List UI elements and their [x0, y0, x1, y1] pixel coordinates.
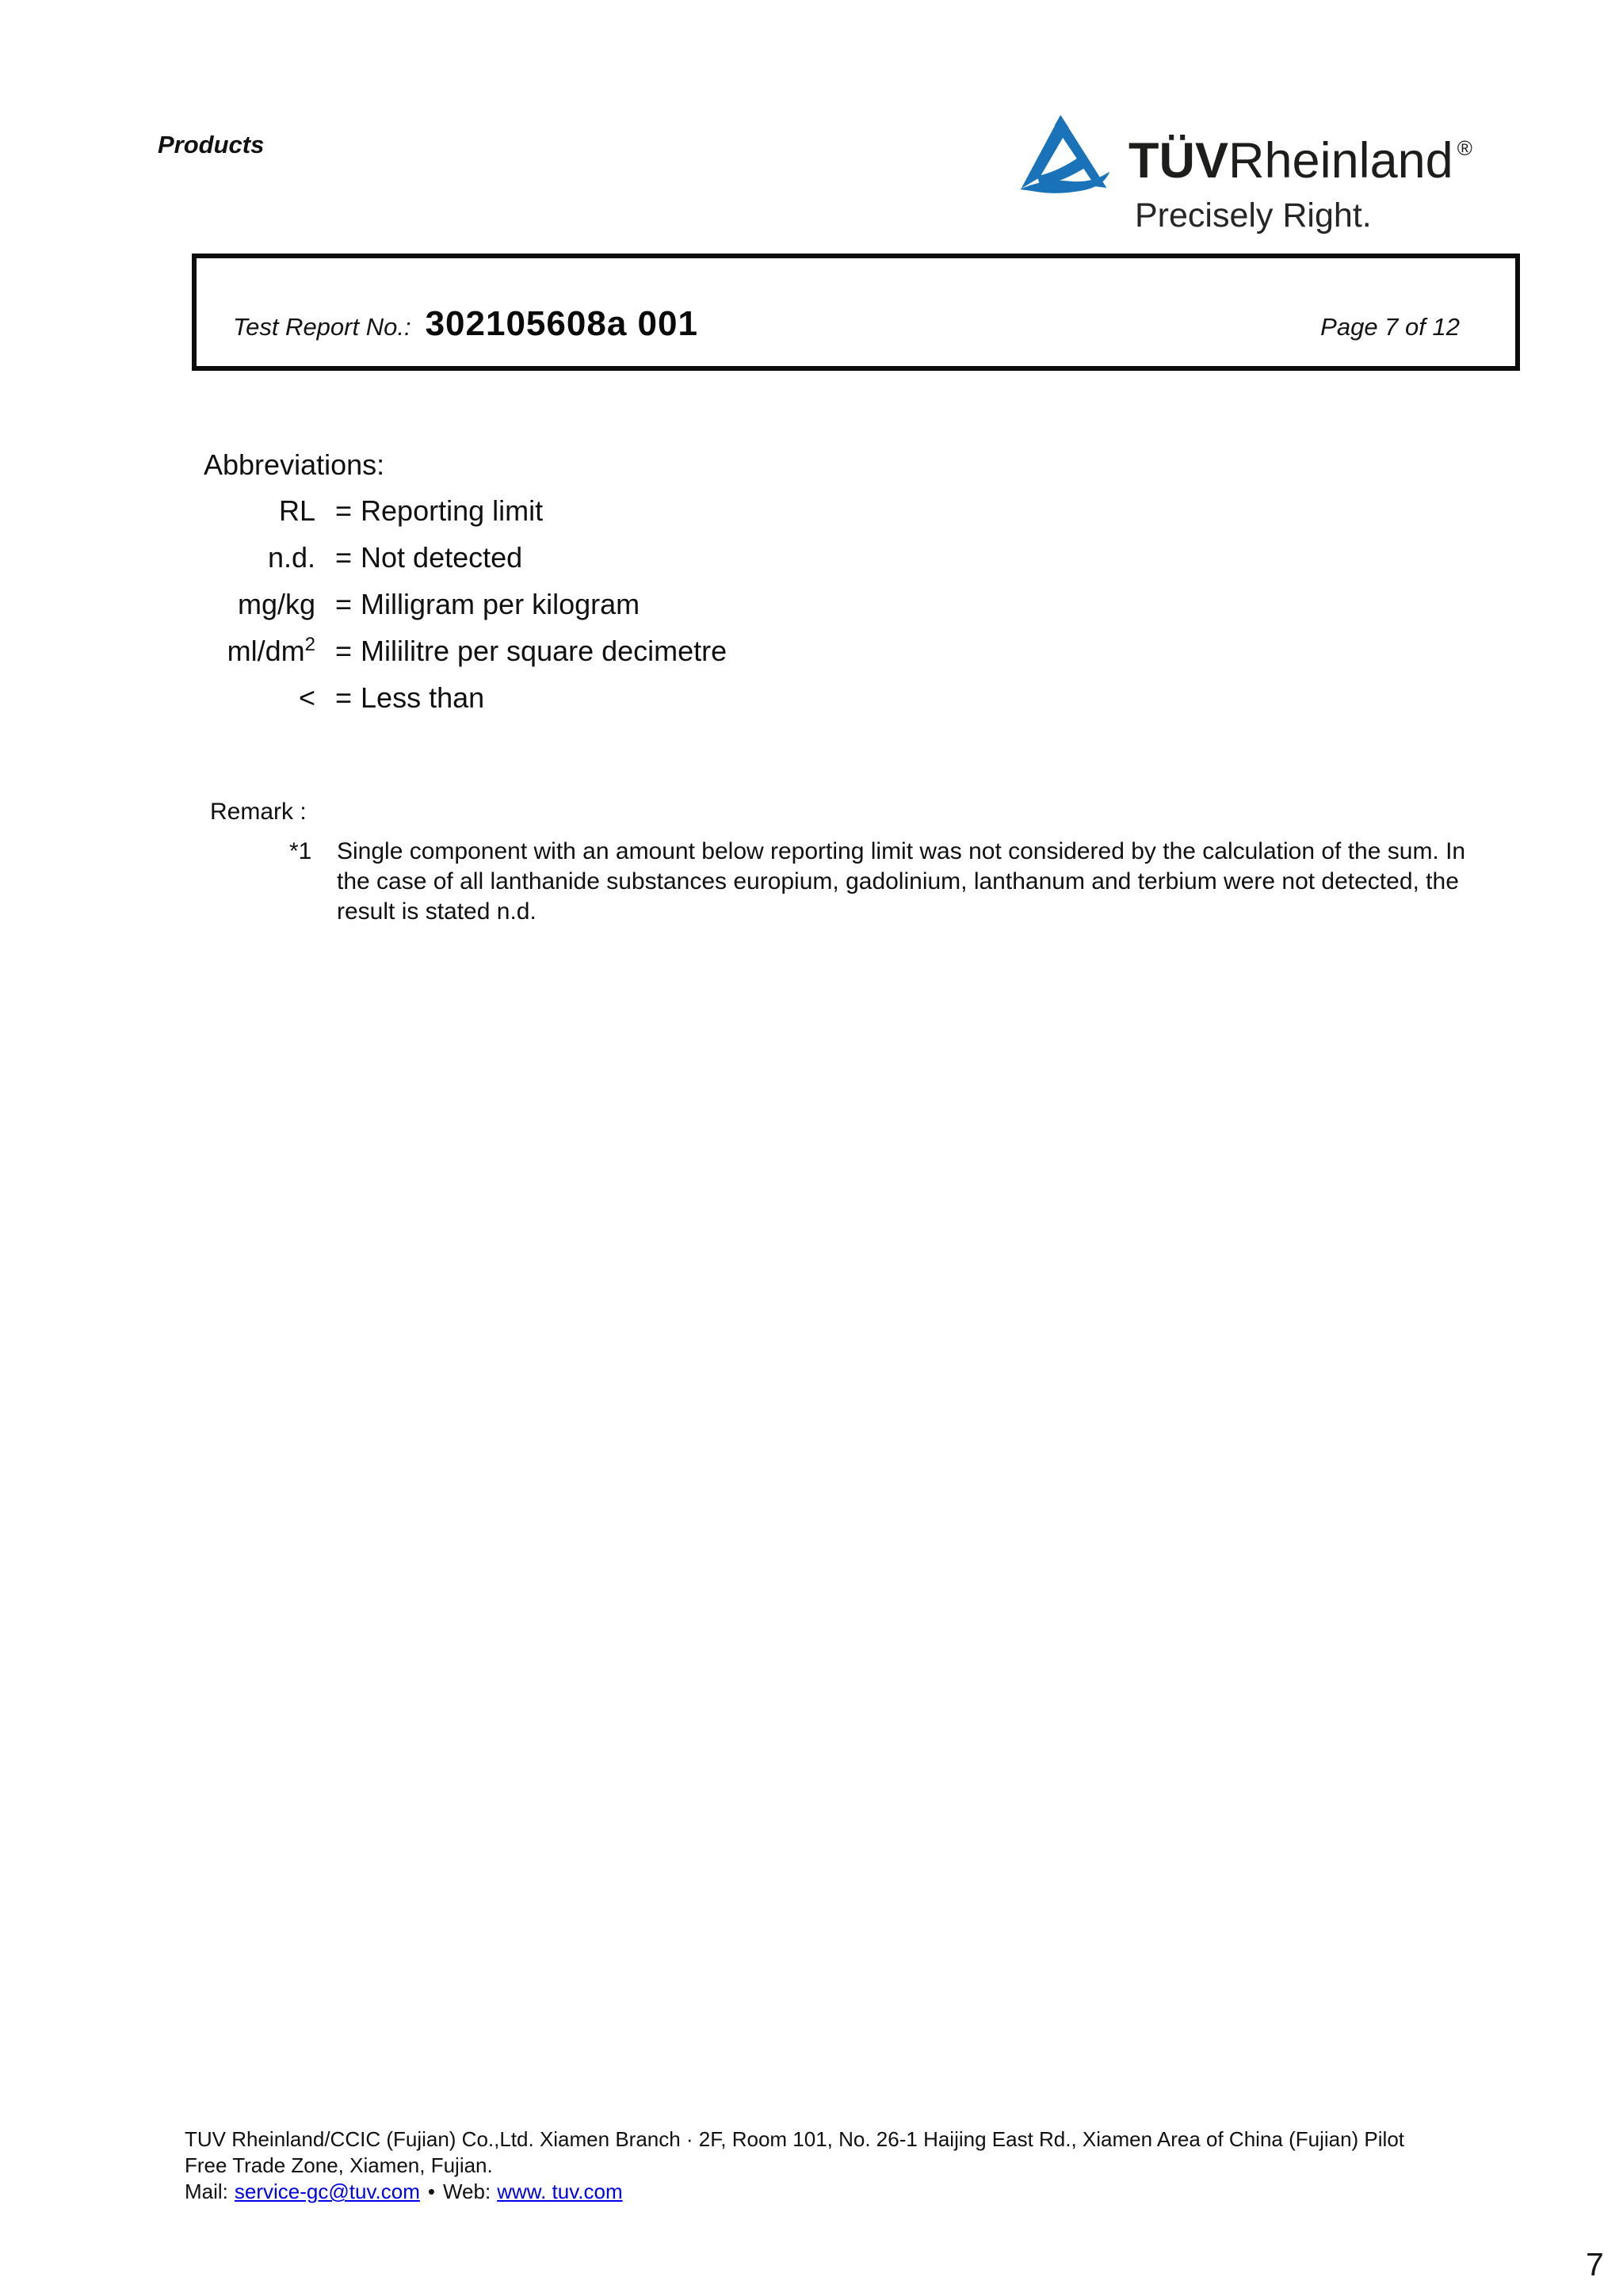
bullet-separator: •: [427, 2180, 435, 2203]
mail-link[interactable]: service-gc@tuv.com: [234, 2180, 420, 2203]
footer-contact-line: [185, 2179, 1404, 2205]
report-number-label: Test Report No.:: [233, 313, 411, 341]
footer: [185, 2126, 1404, 2205]
abbreviation-term: RL: [278, 494, 315, 527]
abbreviation-row: [0, 534, 951, 581]
footer-address-line2: Free Trade Zone, Xiamen, Fujian.: [185, 2153, 493, 2177]
brand-regular: Rheinland: [1228, 133, 1453, 189]
abbreviation-term: n.d.: [267, 541, 315, 574]
brand-bold: TÜV: [1128, 133, 1228, 189]
footer-address-line1: TUV Rheinland/CCIC (Fujian) Co.,Ltd. Xiamen Branch · 2F, Room 101, No. 26-1 Haijing East Rd., Xiamen Area of China (Fujian) Pilot: [185, 2127, 1405, 2151]
tuv-triangle-logo-icon: [1015, 112, 1112, 196]
equals-sign: =: [335, 587, 353, 620]
abbreviation-definition: Milligram per kilogram: [361, 587, 640, 620]
web-link[interactable]: www. tuv.com: [497, 2180, 623, 2203]
remark-text: Single component with an amount below reporting limit was not considered by the calculation of the sum. In the case of all lanthanide substances europium, gadolinium, lanthanum and terbium were not detected, the result is stated n.d.: [337, 838, 1466, 925]
registered-trademark-icon: ®: [1457, 136, 1472, 160]
equals-sign: =: [335, 494, 353, 527]
logo-tagline: Precisely Right.: [1135, 196, 1372, 235]
abbreviation-row: [0, 674, 951, 721]
abbreviation-row: [0, 627, 951, 674]
abbreviation-definition: Reporting limit: [361, 494, 544, 527]
report-number-value: 302105608a 001: [425, 304, 698, 343]
page-number: 7: [1586, 2246, 1604, 2283]
abbreviation-row: [0, 581, 951, 627]
remark-marker: *1: [289, 838, 312, 864]
equals-sign: =: [335, 681, 353, 714]
page-info: Page 7 of 12: [1320, 313, 1460, 341]
web-label: Web:: [442, 2180, 491, 2203]
abbreviation-row: [0, 487, 951, 534]
abbreviations-title: Abbreviations:: [204, 448, 385, 481]
report-number-box: [192, 254, 1520, 371]
tuv-rheinland-wordmark: [1128, 133, 1472, 189]
remark-title: Remark :: [210, 799, 307, 825]
abbreviation-term: mg/kg: [237, 588, 315, 620]
abbreviation-definition: Not detected: [361, 540, 523, 574]
abbreviations-list: [0, 487, 951, 721]
abbreviation-definition: Less than: [361, 681, 485, 714]
mail-label: Mail:: [185, 2180, 228, 2203]
abbreviation-term: <: [298, 681, 315, 714]
equals-sign: =: [335, 540, 353, 574]
equals-sign: =: [335, 634, 353, 667]
abbreviation-definition: Mililitre per square decimetre: [361, 634, 727, 667]
products-label: Products: [158, 131, 265, 158]
abbreviation-term: $ml/dm^2$: [227, 634, 315, 667]
remark-block: [289, 837, 1494, 927]
